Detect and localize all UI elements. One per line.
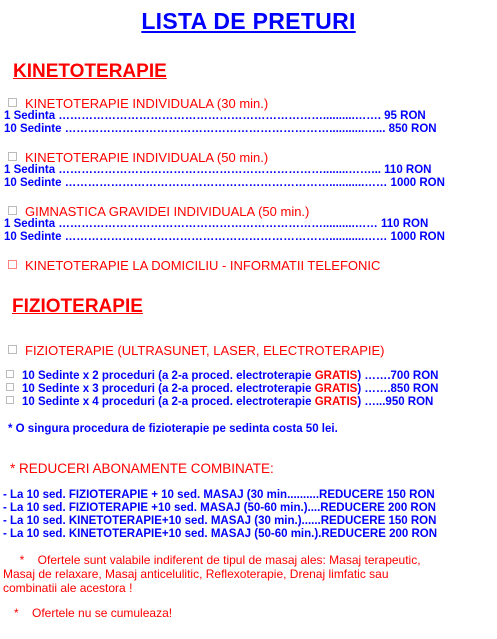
fizio-subtitle xyxy=(8,343,385,358)
combo-heading-star: * xyxy=(10,461,16,476)
fizio-row-text: 10 Sedinte x 3 proceduri (a 2-a proced. electroterapie xyxy=(22,383,315,395)
checkbox-square-icon xyxy=(8,206,17,215)
fizio-row xyxy=(6,383,438,395)
combo-row: - La 10 sed. KINETOTERAPIE+10 sed. MASAJ (50-60 min.).REDUCERE 200 RON xyxy=(3,528,438,540)
checkbox-square-icon xyxy=(8,152,17,161)
section-heading-fizioterapie: FIZIOTERAPIE xyxy=(12,296,143,317)
no-cumul-note: * Ofertele nu se cumuleaza! xyxy=(14,606,173,620)
kineto-group-3-label: GIMNASTICA GRAVIDEI INDIVIDUALA (50 min.) xyxy=(25,204,310,219)
checkbox-square-icon xyxy=(8,345,17,354)
fizio-row-price: ) …….850 RON xyxy=(357,383,439,395)
fizio-row-price: ) …...950 RON xyxy=(357,396,434,408)
checkbox-square-icon xyxy=(6,396,14,404)
offer-line: Masaj de relaxare, Masaj anticelulitic, Reflexoterapie, Drenaj limfatic sau xyxy=(3,567,389,581)
combo-heading xyxy=(10,461,274,476)
fizio-note: * O singura procedura de fizioterapie pe sedinta costa 50 lei. xyxy=(8,423,338,435)
offer-line: * Ofertele sunt valabile indiferent de tipul de masaj ales: Masaj terapeutic, xyxy=(3,553,421,567)
combo-heading-label: REDUCERI ABONAMENTE COMBINATE: xyxy=(19,461,274,476)
kineto-group-1-title xyxy=(8,96,268,111)
fizio-subtitle-label: FIZIOTERAPIE (ULTRASUNET, LASER, ELECTROTERAPIE) xyxy=(25,343,385,358)
checkbox-square-icon xyxy=(8,98,17,107)
combo-row: - La 10 sed. FIZIOTERAPIE + 10 sed. MASAJ (30 min..........REDUCERE 150 RON xyxy=(3,489,435,501)
price-row: 10 Sedinte ……………………………………………………………...........…… 1000 RON xyxy=(4,231,445,243)
kineto-group-3-title xyxy=(8,204,309,219)
combo-row: - La 10 sed. FIZIOTERAPIE +10 sed. MASAJ (50-60 min.)....REDUCERE 200 RON xyxy=(3,502,436,514)
fizio-row xyxy=(6,370,438,382)
price-row: 1 Sedinta ……………………………………………………………..........…… 110 RON xyxy=(4,218,429,230)
offer-line: combinatii ale acestora ! xyxy=(3,581,133,595)
gratis-label: GRATIS xyxy=(314,370,358,382)
kineto-group-2-title xyxy=(8,150,268,165)
fizio-row-text: 10 Sedinte x 4 proceduri (a 2-a proced. electroterapie xyxy=(22,396,315,408)
section-heading-kinetoterapie: KINETOTERAPIE xyxy=(13,61,167,82)
combo-row: - La 10 sed. KINETOTERAPIE+10 sed. MASAJ (30 min.)......REDUCERE 150 RON xyxy=(3,515,437,527)
kineto-domiciliu-label: KINETOTERAPIE LA DOMICILIU - INFORMATII TELEFONIC xyxy=(25,258,381,273)
price-row: 1 Sedinta ……………………………………………………………........……... 110 RON xyxy=(4,164,432,176)
fizio-row-price: ) …….700 RON xyxy=(357,370,439,382)
fizio-row xyxy=(6,396,433,408)
page-title: LISTA DE PRETURI xyxy=(141,8,356,34)
gratis-label: GRATIS xyxy=(314,396,358,408)
price-row: 10 Sedinte ……………………………………………………………...........…… 1000 RON xyxy=(4,177,445,189)
gratis-label: GRATIS xyxy=(314,383,358,395)
fizio-row-text: 10 Sedinte x 2 proceduri (a 2-a proced. electroterapie xyxy=(22,370,315,382)
checkbox-square-icon xyxy=(6,370,14,378)
checkbox-square-icon xyxy=(8,260,17,269)
kineto-group-2-label: KINETOTERAPIE INDIVIDUALA (50 min.) xyxy=(25,150,269,165)
price-row: 10 Sedinte ……………………………………………………………...........…... 850 RON xyxy=(4,123,437,135)
price-row: 1 Sedinta ……………………………………………………………..........……. 95 RON xyxy=(4,110,426,122)
kineto-domiciliu xyxy=(8,258,380,273)
kineto-group-1-label: KINETOTERAPIE INDIVIDUALA (30 min.) xyxy=(25,96,269,111)
checkbox-square-icon xyxy=(6,383,14,391)
